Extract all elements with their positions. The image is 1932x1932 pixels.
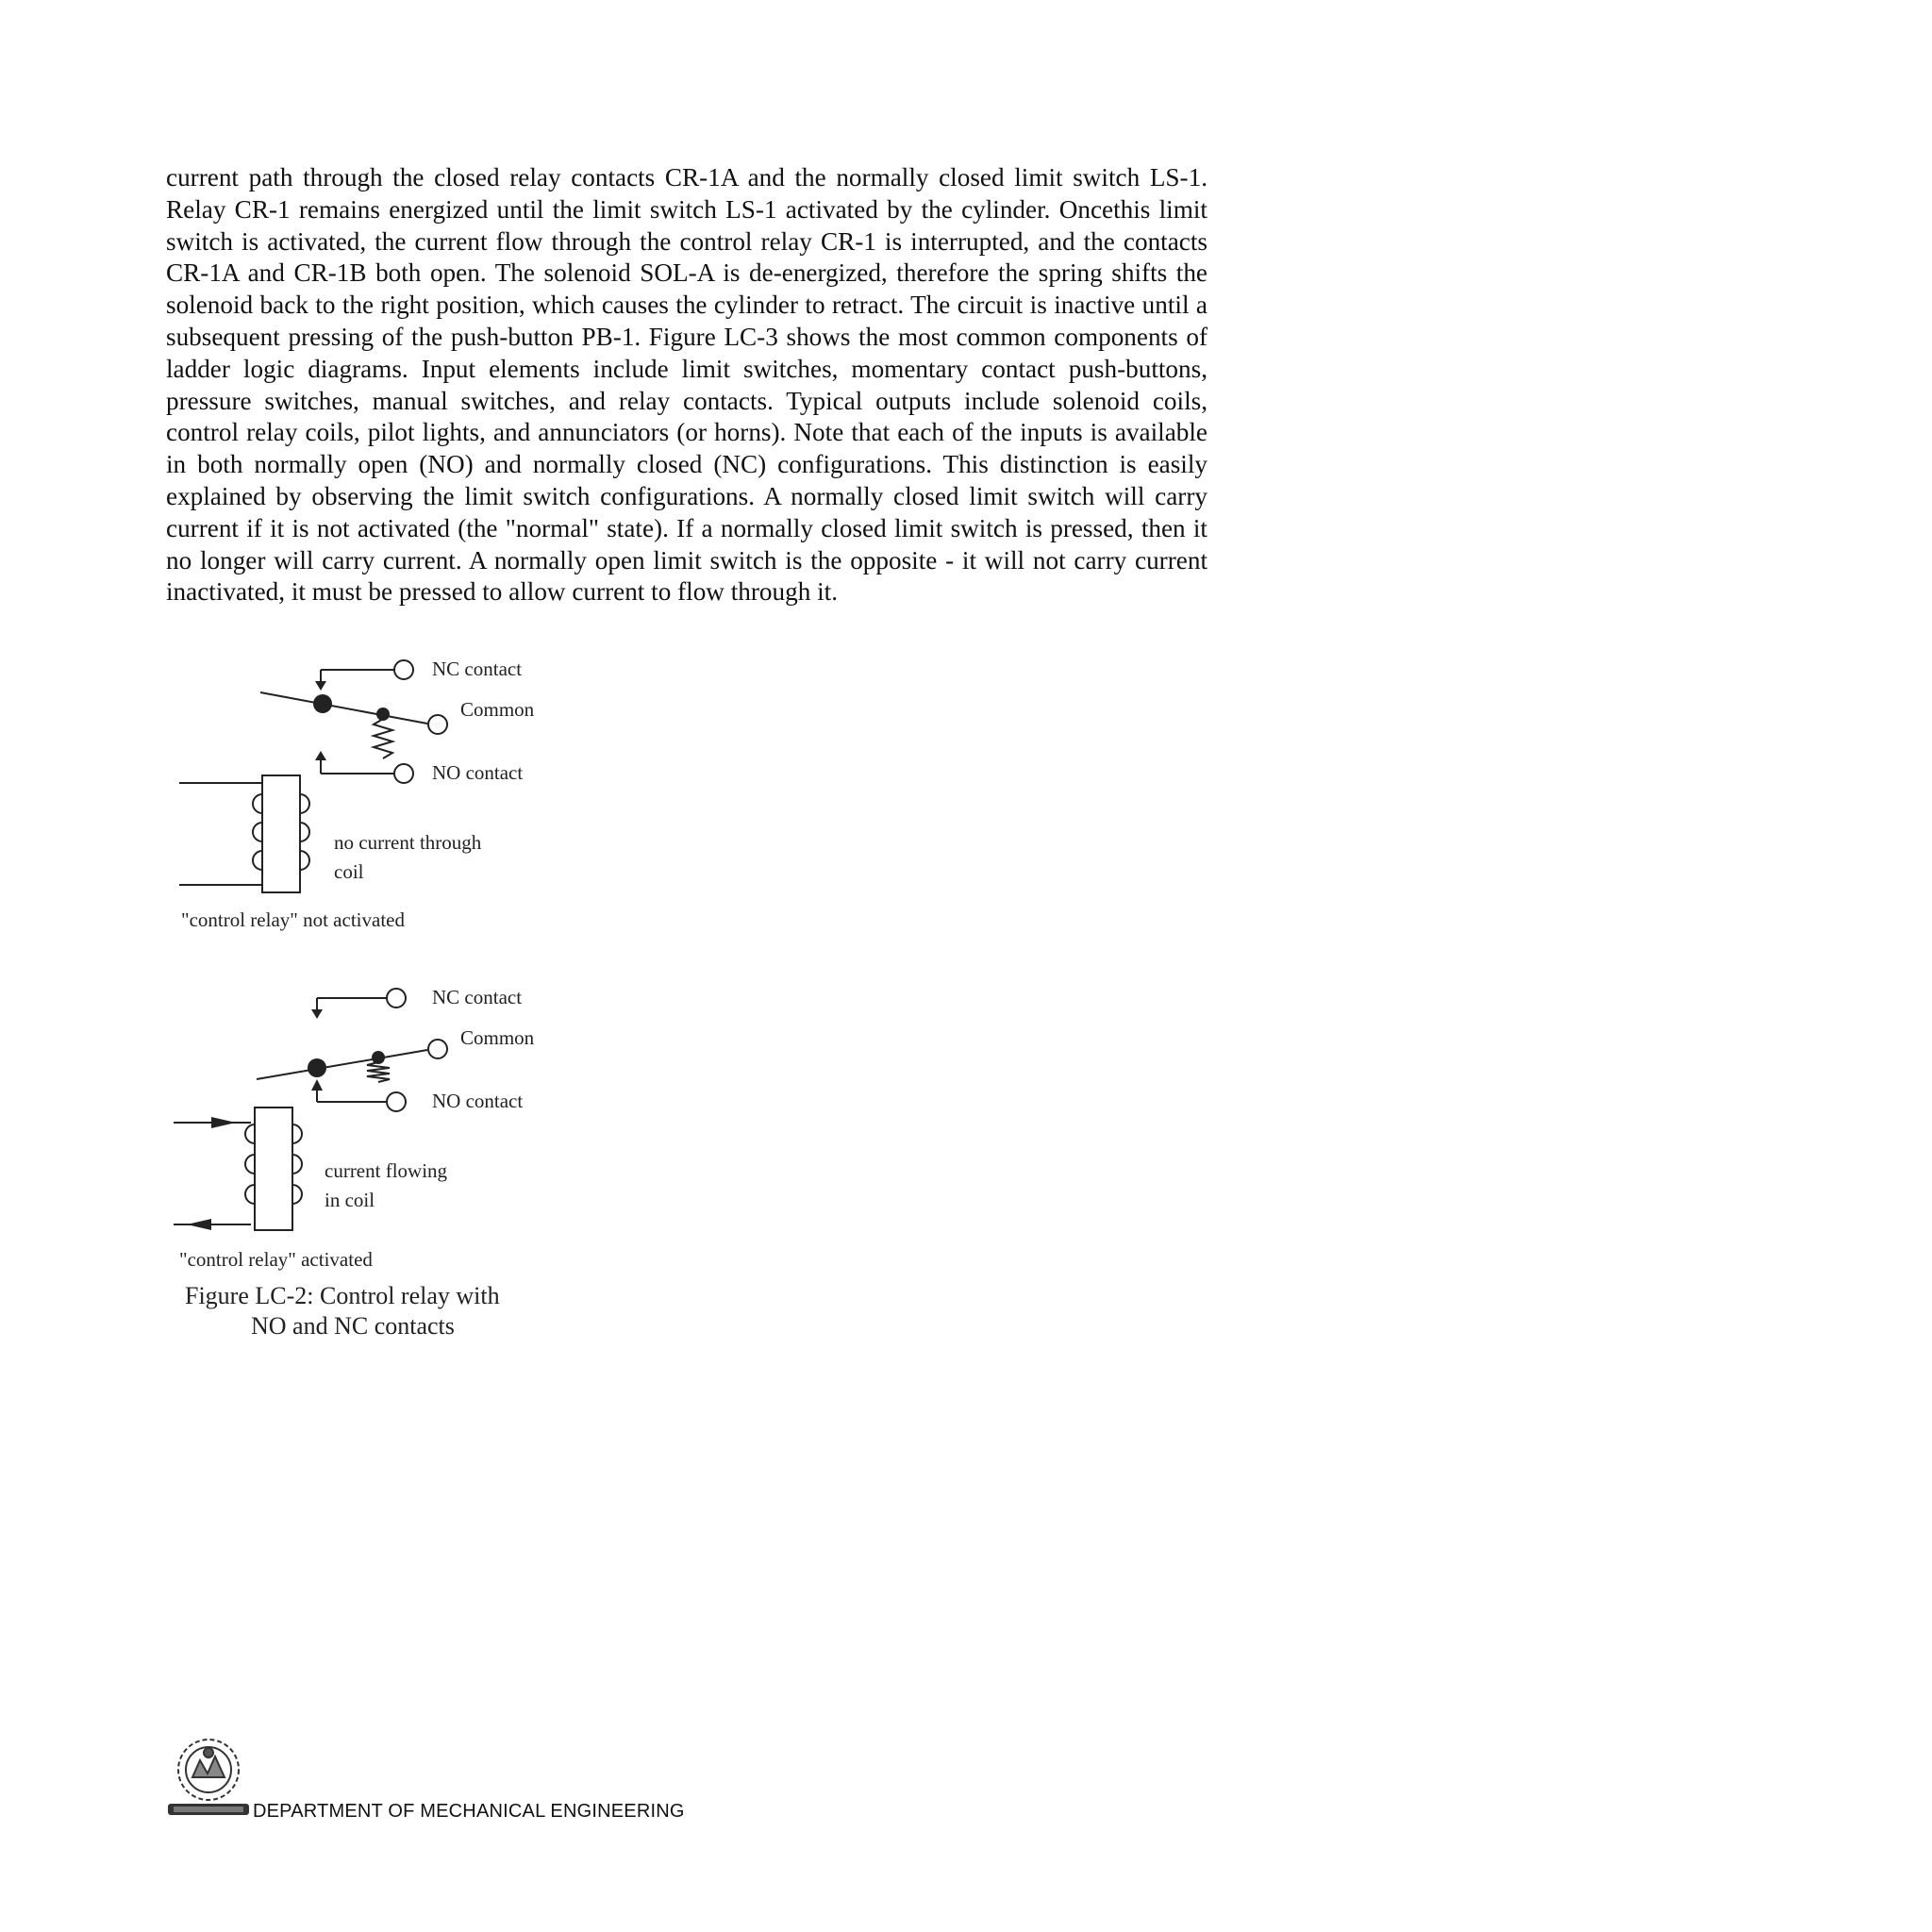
- control-relay-diagram: [168, 653, 564, 1351]
- not-activated-caption: "control relay" not activated: [181, 908, 405, 931]
- no-contact-label: NO contact: [432, 761, 524, 784]
- relay-diagram-not-activated: [179, 660, 447, 892]
- coil-state-label-line1: no current through: [334, 831, 482, 854]
- college-emblem-icon: [166, 1732, 251, 1823]
- relay-diagram-activated: [174, 989, 447, 1230]
- figure-caption-line1: Figure LC-2: Control relay with: [185, 1282, 500, 1309]
- body-paragraph: current path through the closed relay contacts CR-1A and the normally closed limit switch LS-1. Relay CR-1 remains energized until the limit switch LS-1 activated by the cylinder. Oncethis limit switch is activated, the current flow through the control relay CR-1 is interrupted, and the contacts CR-1A and CR-1B both open. The solenoid SOL-A is de-energized, therefore the spring shifts the solenoid back to the right position, which causes the cylinder to retract. The circuit is inactive until a subsequent pressing of the push-button PB-1. Figure LC-3 shows the most common components of ladder logic diagrams. Input elements include limit switches, momentary contact push-buttons, pressure switches, manual switches, and relay contacts. Typical outputs include solenoid coils, control relay coils, pilot lights, and annunciators (or horns). Note that each of the inputs is available in both normally open (NO) and normally closed (NC) configurations. This distinction is easily explained by observing the limit switch configurations. A normally closed limit switch will carry current if it is not activated (the "normal" state). If a normally closed limit switch is pressed, then it no longer will carry current. A normally open limit switch is the opposite - it will not carry current inactivated, it must be pressed to allow current to flow through it.: [166, 163, 1208, 607]
- department-footer: DEPARTMENT OF MECHANICAL ENGINEERING: [253, 1801, 685, 1822]
- control-relay-figure: [168, 653, 564, 1351]
- activated-caption: "control relay" activated: [179, 1248, 373, 1271]
- no-contact-label: NO contact: [432, 1090, 524, 1112]
- nc-contact-label: NC contact: [432, 986, 523, 1008]
- coil-state-label-line1: current flowing: [325, 1159, 448, 1182]
- coil-state-label-line2: in coil: [325, 1189, 375, 1211]
- coil-state-label-line2: coil: [334, 860, 364, 883]
- nc-contact-label: NC contact: [432, 658, 523, 680]
- figure-caption-line2: NO and NC contacts: [251, 1312, 455, 1340]
- common-label: Common: [460, 1026, 535, 1049]
- common-label: Common: [460, 698, 535, 721]
